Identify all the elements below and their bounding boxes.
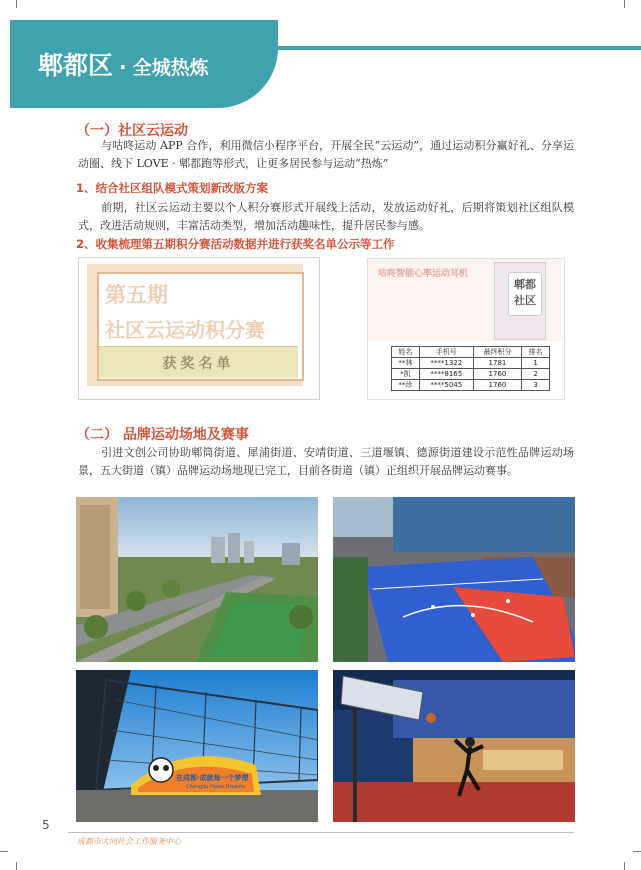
photo-panda-court bbox=[76, 670, 318, 822]
footer-rule bbox=[68, 832, 574, 833]
crop-mark bbox=[16, 862, 17, 870]
ranking-poster-badge bbox=[508, 272, 542, 316]
table-cell: 1 bbox=[522, 358, 550, 369]
page-title-district: 郫都区 bbox=[38, 51, 114, 80]
footer-organization: 成都市大同社会工作服务中心 bbox=[77, 837, 181, 846]
column-header: 最终积分 bbox=[473, 347, 521, 358]
winner-poster-title: 社区云运动积分赛 bbox=[105, 318, 265, 342]
crop-mark bbox=[0, 851, 8, 852]
section2-title: （二） 品牌运动场地及赛事 bbox=[76, 427, 249, 443]
page-number: 5 bbox=[42, 818, 50, 832]
photo-plaza-court bbox=[333, 497, 575, 662]
table-cell: **林 bbox=[392, 358, 420, 369]
badge-line2: 社区 bbox=[514, 294, 536, 307]
table-header-row bbox=[392, 347, 550, 358]
ranking-table bbox=[391, 346, 550, 391]
table-cell: 2 bbox=[522, 369, 550, 380]
crop-mark bbox=[16, 0, 17, 8]
table-cell: **珍 bbox=[392, 380, 420, 391]
table-cell: *凯 bbox=[392, 369, 420, 380]
section2-text: 引进文创公司协助郫筒街道、犀浦街道、安靖街道、三道堰镇、德源街道建设示范性品牌运动场景，五大街道（镇）品牌运动场地现已完工，目前各街道（镇）正组织开展品牌运动赛事。 bbox=[78, 446, 574, 477]
badge-line1: 郫都 bbox=[514, 278, 536, 291]
crop-mark bbox=[624, 0, 625, 8]
table-row bbox=[392, 369, 550, 380]
page-title-separator: · bbox=[119, 55, 127, 79]
section1-item1-text: 前期，社区云运动主要以个人积分赛形式开展线上活动，发放运动好礼，后期将策划社区组队模式，改进活动规则，丰富活动类型，增加活动趣味性，提升居民参与感。 bbox=[78, 201, 574, 232]
ranking-poster-prize-text: 咕咚智能心率运动耳机 bbox=[378, 269, 469, 279]
table-cell: 1760 bbox=[473, 369, 521, 380]
section1-item1-title: 1、结合社区组队模式策划新改版方案 bbox=[76, 181, 268, 195]
page-title bbox=[38, 46, 209, 82]
photo-night-basketball bbox=[333, 670, 575, 822]
header-rule bbox=[270, 46, 641, 50]
winner-poster-period: 第五期 bbox=[105, 283, 168, 307]
photo-street-aerial bbox=[76, 497, 318, 662]
crop-mark bbox=[633, 851, 641, 852]
column-header: 姓名 bbox=[392, 347, 420, 358]
table-cell: 1760 bbox=[473, 380, 521, 391]
section1-title: （一）社区云运动 bbox=[76, 123, 188, 139]
page-title-subtitle: 全城热炼 bbox=[132, 57, 209, 79]
table-row bbox=[392, 358, 550, 369]
table-row bbox=[392, 380, 550, 391]
column-header: 手机号 bbox=[419, 347, 473, 358]
table-cell: 3 bbox=[522, 380, 550, 391]
table-cell: ****8165 bbox=[419, 369, 473, 380]
photo3-sign-text: 在成都·成就每一个梦想 bbox=[176, 774, 249, 782]
crop-mark bbox=[624, 862, 625, 870]
table-cell: 1781 bbox=[473, 358, 521, 369]
section1-item2-title: 2、收集梳理第五期积分赛活动数据并进行获奖名单公示等工作 bbox=[76, 237, 395, 251]
column-header: 排名 bbox=[522, 347, 550, 358]
section1-intro: 与咕咚运动 APP 合作，利用微信小程序平台，开展全民“云运动”，通过运动积分赢好礼、分享运动圈、线下 LOVE · 郫都跑等形式，让更多居民参与运动“热炼” bbox=[78, 139, 574, 170]
table-cell: ****1322 bbox=[419, 358, 473, 369]
winner-poster-band: 获奖名单 bbox=[99, 346, 298, 378]
table-cell: ****5045 bbox=[419, 380, 473, 391]
photo3-sign-english: Chengdu Hosts Dreams bbox=[186, 784, 246, 790]
